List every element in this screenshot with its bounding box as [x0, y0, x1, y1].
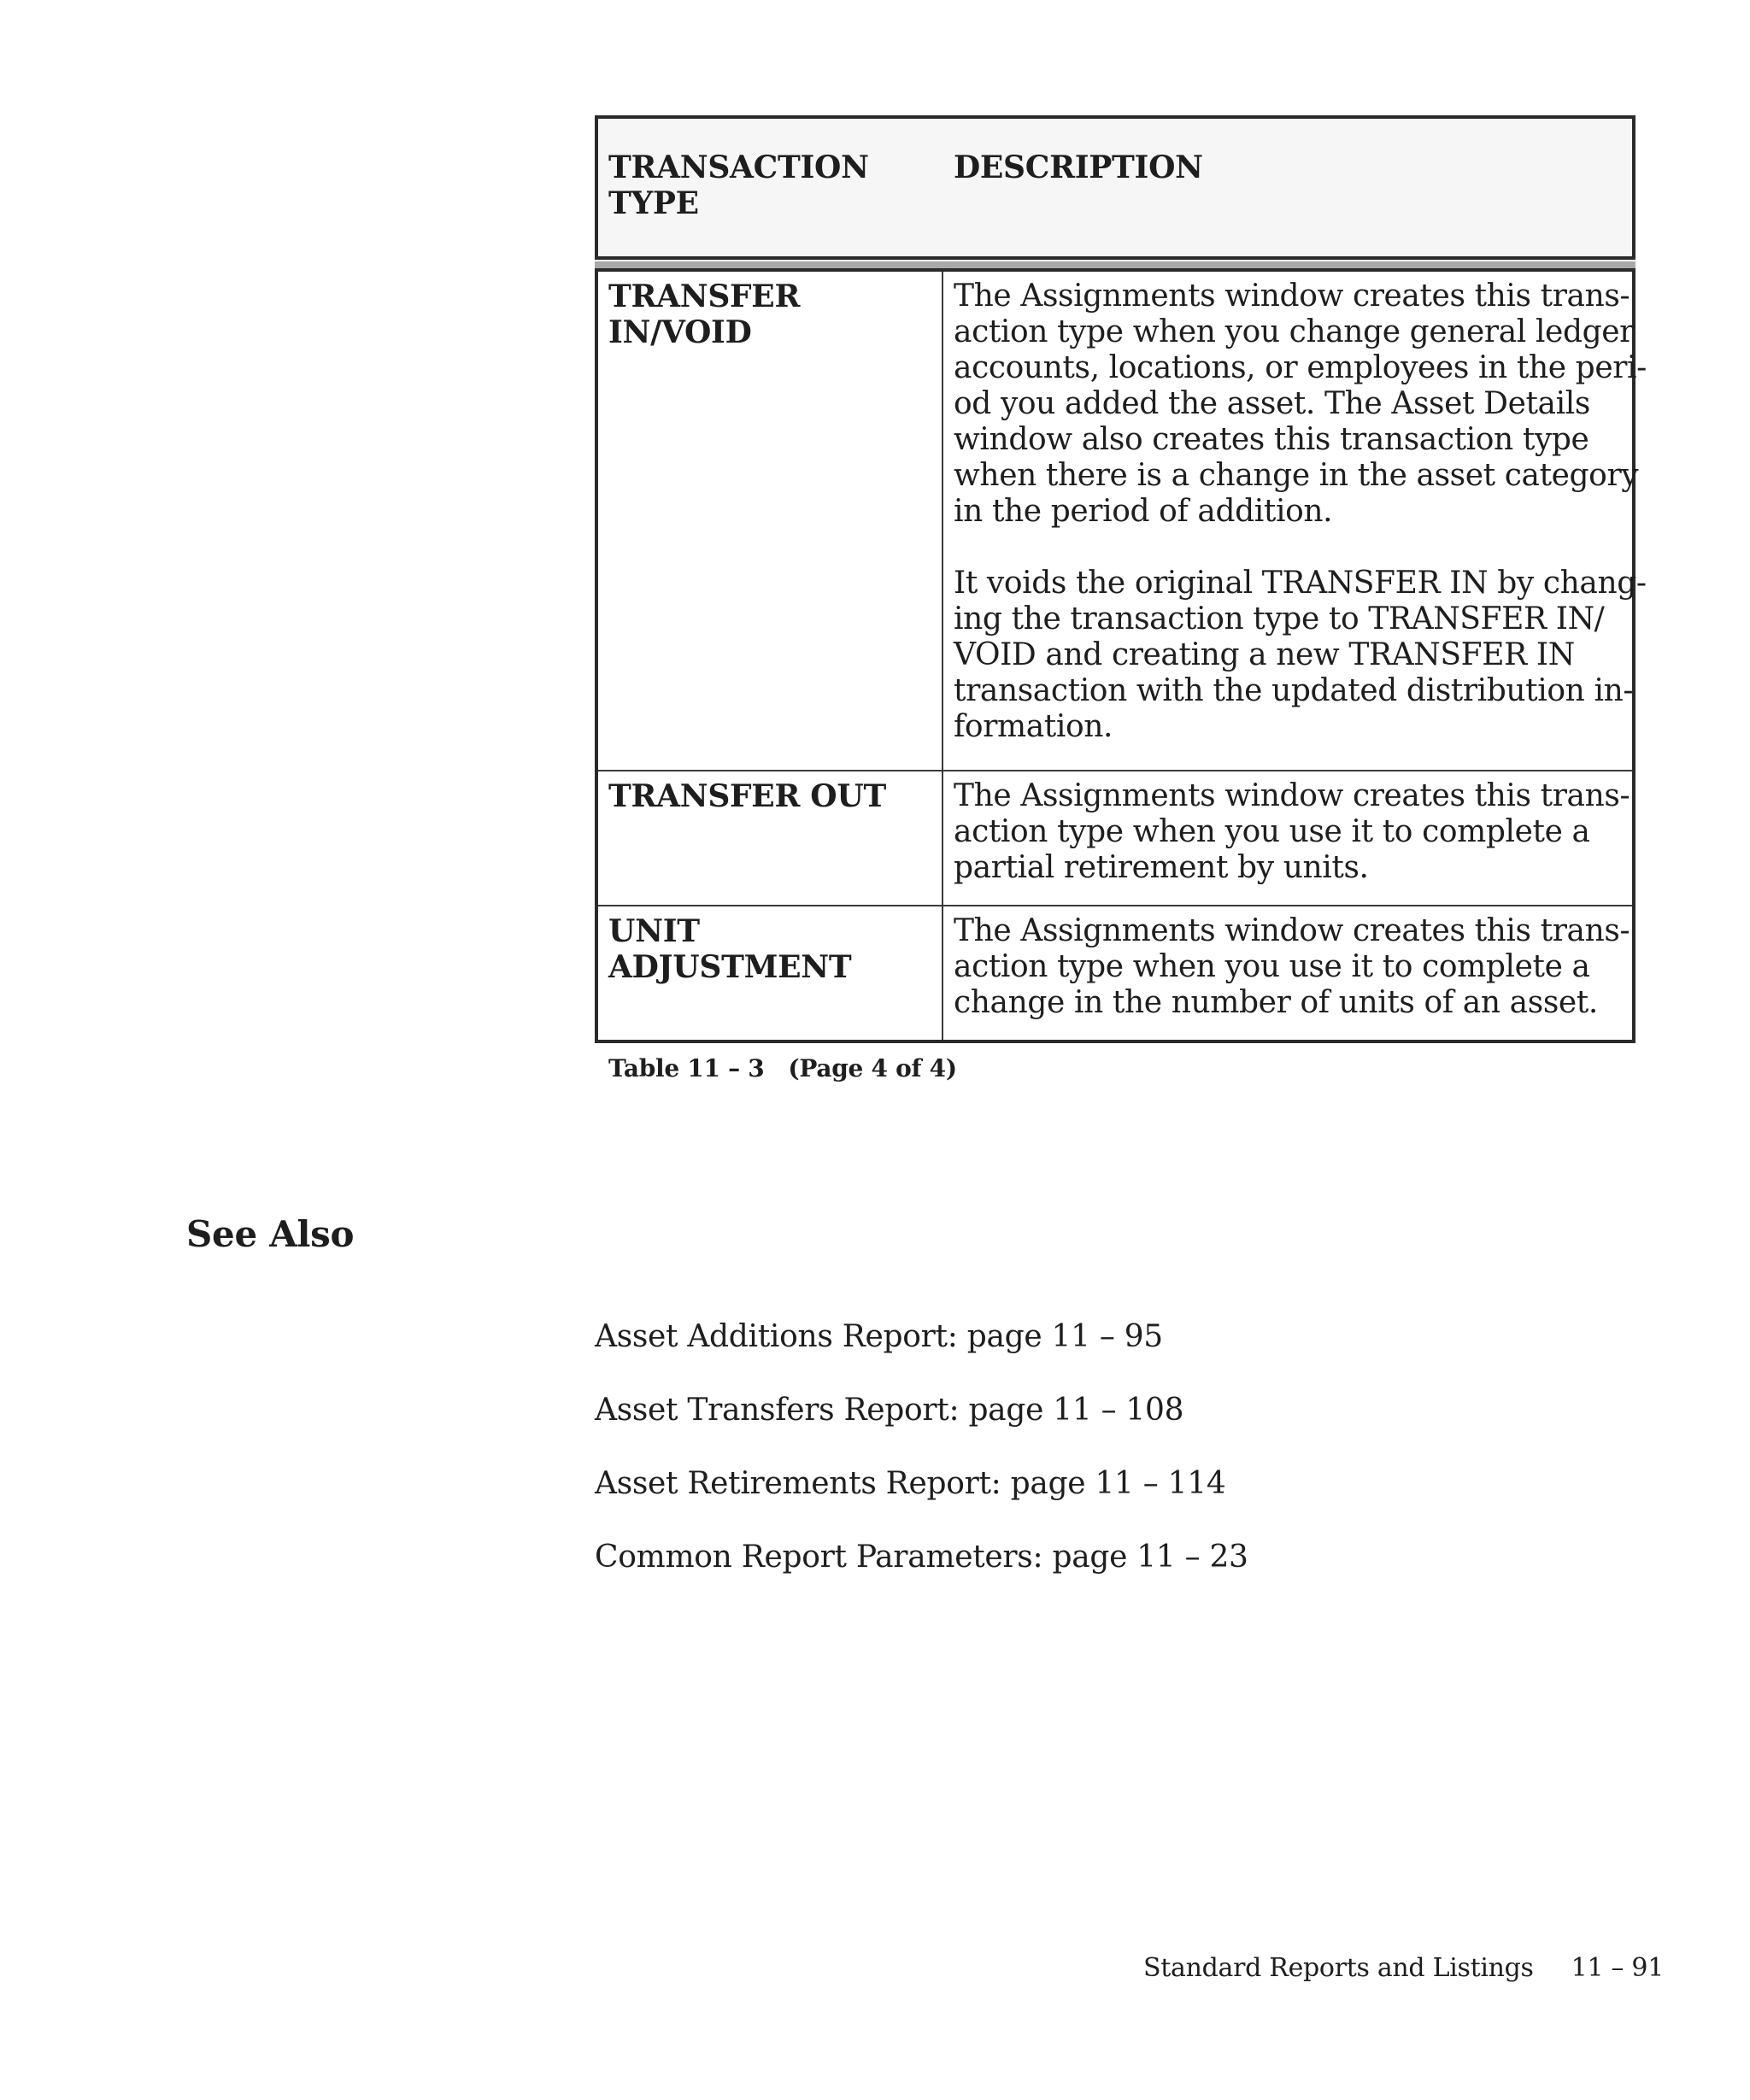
page-footer: [1143, 1953, 1664, 1983]
reference-link-asset-transfers[interactable]: Asset Transfers Report: page 11 – 108: [595, 1393, 1184, 1428]
desc-line: od you added the asset. The Asset Details: [954, 386, 1590, 421]
type-line: TRANSFER OUT: [608, 778, 886, 814]
desc-line: action type when you use it to complete a: [954, 814, 1590, 849]
desc-line: in the period of addition.: [954, 494, 1333, 529]
type-line: UNIT: [608, 913, 700, 949]
table-row: [598, 905, 1632, 1040]
transaction-types-table: [595, 115, 1647, 1043]
desc-line: The Assignments window creates this trans-: [954, 279, 1630, 314]
header-line: TRANSACTION: [608, 150, 869, 185]
desc-line: It voids the original TRANSFER IN by chang-: [954, 566, 1647, 601]
desc-line: VOID and creating a new TRANSFER IN: [954, 637, 1575, 672]
reference-link-common-parameters[interactable]: Common Report Parameters: page 11 – 23: [595, 1540, 1248, 1575]
table-body: [595, 268, 1647, 1043]
description-paragraph: [954, 279, 1647, 530]
type-line: IN/VOID: [608, 314, 752, 350]
header-description: DESCRIPTION: [954, 150, 1203, 185]
desc-line: action type when you change general ledger: [954, 314, 1634, 349]
description-paragraph: [954, 913, 1630, 1021]
desc-line: The Assignments window creates this trans-: [954, 778, 1630, 813]
desc-line: accounts, locations, or employees in the peri-: [954, 350, 1647, 385]
type-line: ADJUSTMENT: [608, 949, 852, 985]
description-paragraph: [954, 566, 1647, 745]
desc-line: window also creates this transaction type: [954, 422, 1589, 457]
row-transaction-type: [598, 771, 943, 905]
table-caption: [608, 1054, 957, 1082]
header-separator: [595, 261, 1635, 268]
table-number: Table 11 – 3: [608, 1054, 765, 1082]
footer-section-title: Standard Reports and Listings: [1143, 1953, 1534, 1983]
footer-page-number: 11 – 91: [1571, 1953, 1664, 1983]
header-transaction-type: [608, 150, 933, 221]
desc-line: formation.: [954, 709, 1113, 744]
desc-line: The Assignments window creates this trans-: [954, 913, 1630, 948]
reference-link-asset-retirements[interactable]: Asset Retirements Report: page 11 – 114: [595, 1466, 1226, 1501]
header-line: TYPE: [608, 185, 699, 221]
desc-line: action type when you use it to complete a: [954, 949, 1590, 984]
table-row: [598, 770, 1632, 905]
row-transaction-type: [598, 272, 943, 770]
row-description: [943, 906, 1638, 1040]
desc-line: partial retirement by units.: [954, 850, 1369, 885]
see-also-references: [595, 1319, 1248, 1613]
row-transaction-type: [598, 906, 943, 1040]
row-description: [943, 771, 1638, 905]
type-line: TRANSFER: [608, 279, 801, 314]
table-page-info: (Page 4 of 4): [788, 1054, 957, 1082]
desc-line: ing the transaction type to TRANSFER IN/: [954, 601, 1605, 636]
description-paragraph: [954, 778, 1630, 886]
reference-link-asset-additions[interactable]: Asset Additions Report: page 11 – 95: [595, 1319, 1163, 1354]
desc-line: transaction with the updated distribution in-: [954, 673, 1634, 708]
table-row: [598, 272, 1647, 770]
see-also-heading: See Also: [186, 1213, 355, 1255]
desc-line: change in the number of units of an asset.: [954, 985, 1598, 1020]
desc-line: when there is a change in the asset category: [954, 458, 1639, 493]
row-description: [943, 272, 1655, 770]
table-header: [595, 115, 1635, 260]
